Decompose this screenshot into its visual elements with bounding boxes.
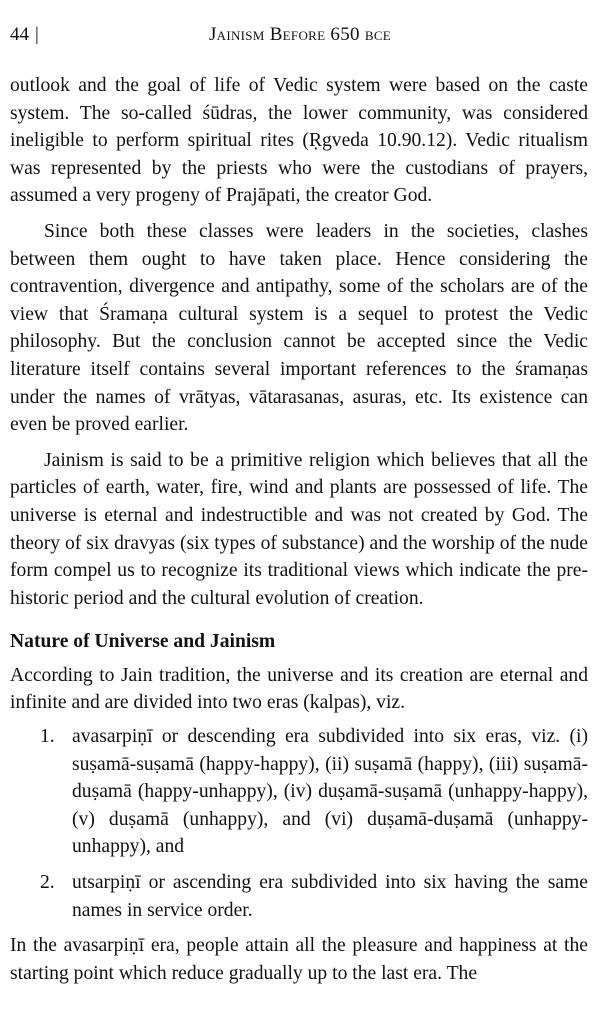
list-item-number: 2. xyxy=(40,872,55,894)
list-item-text: avasarpiṇī or descending era subdivided into six eras, viz. (i) suṣamā-suṣamā (happy-happy), (ii) suṣamā (happy), (iii) suṣamā-duṣamā (happy-unhappy), (iv) duṣamā-suṣamā (unhappy-happy), (v) duṣamā (unhappy), and (vi) duṣamā-duṣamā (unhappy-unhappy), and xyxy=(72,726,588,858)
header-separator: | xyxy=(35,24,39,45)
paragraph-2: Since both these classes were leaders in the societies, clashes between them ought to have taken place. Hence considering the contravention, divergence and antipathy, some of the scholars are of the view that Śramaṇa cultural system is a sequel to protest the Vedic philosophy. But the conclusion cannot be accepted since the Vedic literature itself contains several important references to the śramaṇas under the names of vrātyas, vātarasanas, asuras, etc. Its existence can even be proved earlier. xyxy=(10,220,588,436)
paragraph-3: Jainism is said to be a primitive religion which believes that all the particles of earth, water, fire, wind and plants are possessed of life. The universe is eternal and indestructible and was not created by God. The theory of six dravyas (six types of substance) and the worship of the nude form compel us to recognize its traditional views which indicate the pre-historic period and the cultural evolution of creation. xyxy=(10,449,588,609)
era-list xyxy=(10,723,588,924)
closing-paragraph: In the avasarpiṇī era, people attain all the pleasure and happiness at the starting point which reduce gradually up to the last era. The xyxy=(10,935,588,984)
section-intro: According to Jain tradition, the universe and its creation are eternal and infinite and are divided into two eras (kalpas), viz. xyxy=(10,664,588,714)
running-title: Jainism Before 650 bce xyxy=(208,24,392,45)
page-body xyxy=(10,72,588,987)
list-item-text: utsarpiṇī or ascending era subdivided into six having the same names in service order. xyxy=(72,872,588,921)
page-number: 44 | xyxy=(10,24,39,45)
page-header xyxy=(10,24,590,52)
paragraph-1: outlook and the goal of life of Vedic system were based on the caste system. The so-called śūdras, the lower community, was considered ineligible to perform spiritual rites (Ṛgveda 10.90.12). Vedic ritualism was represented by the priests who were the custodians of prayers, assumed a very progeny of Prajāpati, the creator God. xyxy=(10,75,588,207)
list-item-number: 1. xyxy=(40,726,55,748)
list-item xyxy=(40,723,588,861)
list-item xyxy=(40,869,588,924)
section-heading: Nature of Universe and Jainism xyxy=(10,631,276,653)
